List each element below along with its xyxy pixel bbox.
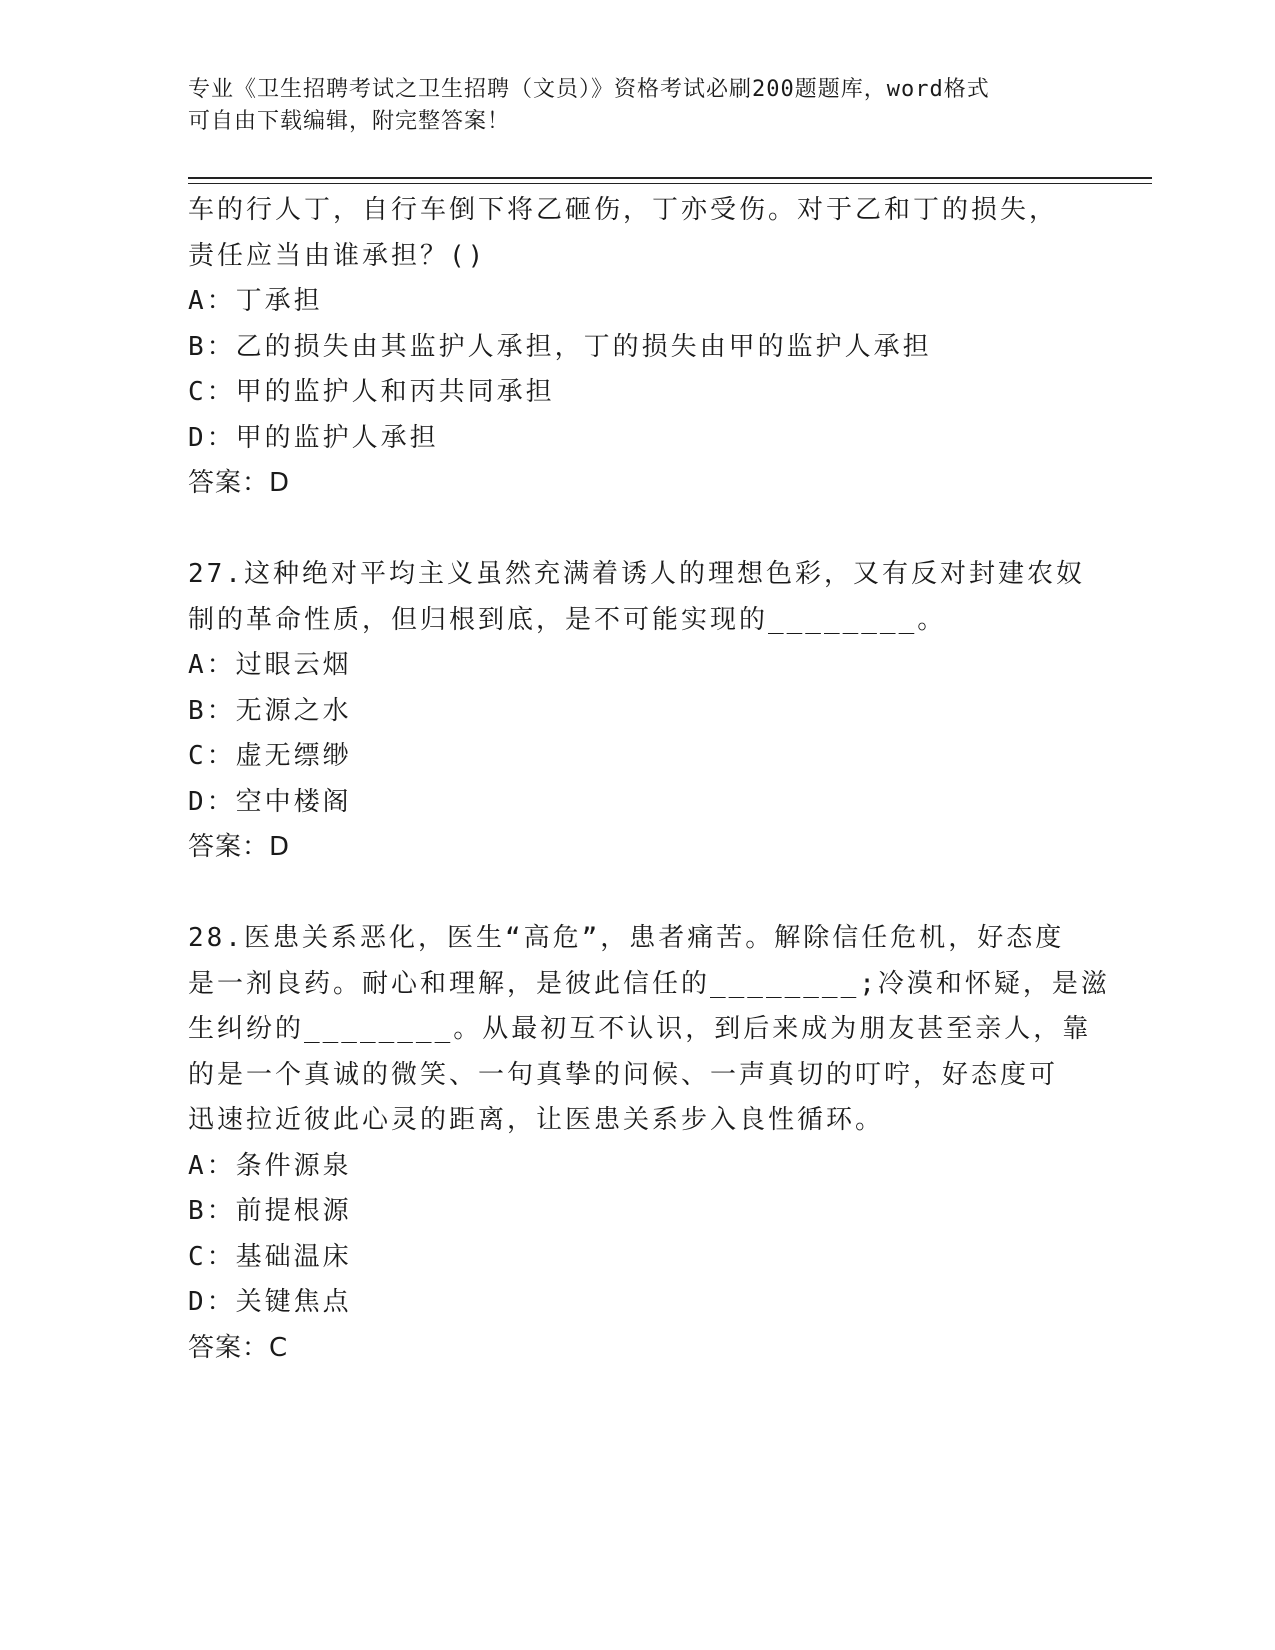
option-a: A：丁承担 (188, 286, 323, 316)
option-c: C：虚无缥缈 (188, 741, 352, 771)
question-text-line: 27.这种绝对平均主义虽然充满着诱人的理想色彩，又有反对封建农奴 (188, 559, 1085, 589)
page-header (188, 74, 1088, 138)
question-28 (188, 916, 1110, 1371)
question-27 (188, 552, 1088, 871)
option-d: D：关键焦点 (188, 1287, 352, 1317)
option-b: B：乙的损失由其监护人承担，丁的损失由甲的监护人承担 (188, 331, 932, 362)
option-c: C：甲的监护人和丙共同承担 (188, 377, 555, 407)
question-text-line: 制的革命性质，但归根到底，是不可能实现的________。 (188, 604, 947, 635)
header-rule-thin (188, 183, 1152, 184)
option-a: A：条件源泉 (188, 1150, 352, 1181)
option-a: A：过眼云烟 (188, 650, 352, 680)
header-line-2: 可自由下载编辑，附完整答案！ (188, 109, 511, 134)
answer-line: 答案：D (188, 832, 291, 862)
question-text-line: 迅速拉近彼此心灵的距离，让医患关系步入良性循环。 (188, 1105, 885, 1135)
answer-line: 答案：C (188, 1332, 289, 1363)
question-text-line: 的是一个真诚的微笑、一句真挚的问候、一声真切的叮咛，好态度可 (188, 1059, 1059, 1090)
question-text-line: 28.医患关系恶化，医生“高危”，患者痛苦。解除信任危机，好态度 (188, 923, 1065, 953)
answer-line: 答案：D (188, 468, 291, 498)
question-content (188, 188, 1110, 1371)
spacer (188, 507, 1088, 553)
question-text-line: 责任应当由谁承担？() (188, 240, 487, 271)
option-b: B：前提根源 (188, 1196, 352, 1226)
header-line-1: 专业《卫生招聘考试之卫生招聘（文员）》资格考试必刷200题题库，word格式 (188, 77, 990, 102)
question-text-line: 是一剂良药。耐心和理解，是彼此信任的________;冷漠和怀疑，是滋 (188, 968, 1110, 999)
option-d: D：甲的监护人承担 (188, 422, 439, 453)
option-c: C：基础温床 (188, 1241, 352, 1272)
spacer (188, 871, 1088, 917)
header-rule-thick (188, 177, 1152, 179)
question-text-line: 车的行人丁，自行车倒下将乙砸伤，丁亦受伤。对于乙和丁的损失， (188, 195, 1059, 225)
question-text-line: 生纠纷的________。从最初互不认识，到后来成为朋友甚至亲人，靠 (188, 1014, 1092, 1044)
question-26 (188, 188, 1088, 507)
option-d: D：空中楼阁 (188, 786, 352, 817)
option-b: B：无源之水 (188, 695, 352, 726)
